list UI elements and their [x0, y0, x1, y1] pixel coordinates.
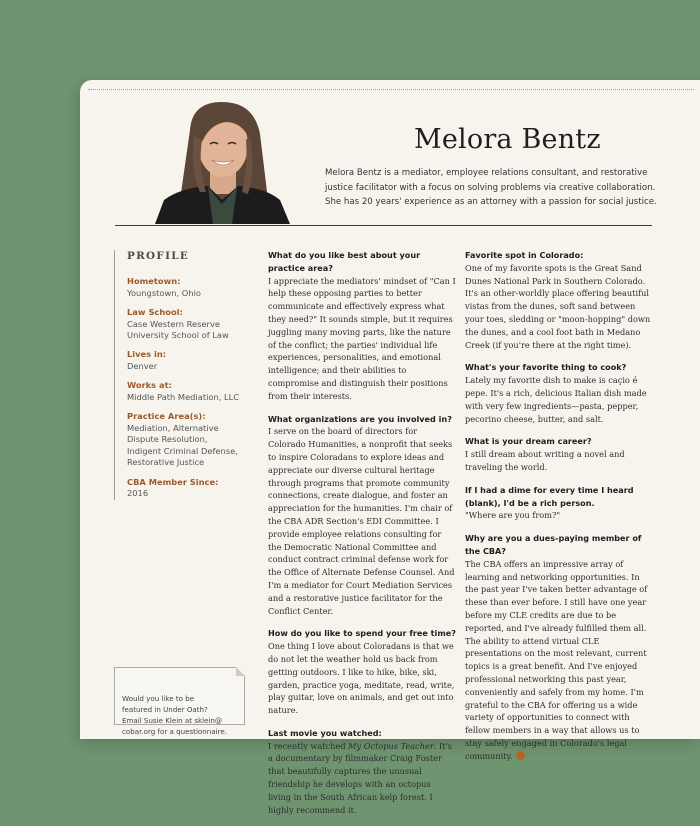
profile-value-law-school: Case Western Reserve University School of Law — [127, 318, 229, 340]
answer-text: The CBA offers an impressive array of learning and networking opportunities. In the past year I've taken better advantage of these than ever before. I still have one year before my CLE credits are due to be reported, and I've already fulfilled them all. The ability to attend virtual CLE presentations on the most relevant, current topics is a great benefit. And I've enjoyed professional networking this past year, conveniently and safely from my home. I'm grateful to the CBA for offering us a wide variety of opportunities to connect with fellow members in a way that allows us to stay safely engaged in Colorado's legal community. — [465, 558, 648, 761]
question: What do you like best about your practice area? — [268, 250, 421, 273]
profile-label-law-school: Law School: — [127, 307, 183, 317]
qa-column-right — [465, 249, 653, 772]
profile-value-practice-areas: Mediation, Alternative Dispute Resolution, Indigent Criminal Defense, Restorative Justice — [127, 423, 238, 468]
profile-value-lives-in: Denver — [127, 361, 158, 371]
question: Favorite spot in Colorado: — [465, 250, 584, 260]
header-divider — [115, 225, 652, 226]
answer-text: I recently watched — [268, 740, 349, 751]
profile-label-practice-areas: Practice Area(s): — [127, 411, 206, 422]
page-fold-corner — [236, 667, 245, 676]
question: How do you like to spend your free time? — [268, 628, 456, 639]
movie-title: My Octopus Teacher — [348, 740, 434, 751]
profile-label-works-at: Works at: — [127, 380, 172, 391]
person-bio: Melora Bentz is a mediator, employee relations consultant, and restorative justice facilitator with a focus on solving problems via creative collaboration. She has 20 years' experience as an attorney with a passion for social justice. — [325, 168, 657, 208]
answer — [465, 558, 653, 763]
person-name: Melora Bentz — [414, 124, 601, 155]
questionnaire-callout — [114, 667, 245, 736]
profile-value-hometown: Youngstown, Ohio — [127, 287, 201, 298]
end-of-article-icon — [516, 751, 525, 760]
question: If I had a dime for every time I heard (blank), I'd be a rich person. — [465, 484, 634, 508]
answer-text: . It's a documentary by filmmaker Craig Foster that beautifully captures the unusual friendship he develops with an octopus living in the South African kelp forest. I highly recommend it. — [268, 740, 452, 815]
question: Why are you a dues-paying member of the CBA? — [465, 533, 642, 556]
question: Last movie you watched: — [268, 727, 382, 738]
profile-value-works-at: Middle Path Mediation, LLC — [127, 392, 240, 402]
profile-heading: PROFILE — [127, 250, 190, 262]
answer: Lately my favorite dish to make is caçio é pepe. It's a rich, delicious Italian dish made with very few ingredients—pasta, pepper, pecorino cheese, butter, and salt. — [465, 375, 647, 424]
profile-label-member-since: CBA Member Since: — [127, 476, 219, 487]
profile-value-member-since: 2016 — [127, 488, 149, 499]
answer: One of my favorite spots is the Great Sand Dunes National Park in Southern Colorado. It's an other-worldly place offering beautiful vistas from the dunes, soft sand between your toes, sledding or "moon-hopping" down the dunes, and a cool foot bath in Medano Creek (if you're there at the right time). — [465, 262, 651, 350]
question: What's your favorite thing to cook? — [465, 362, 627, 373]
callout-text: Would you like to be featured in Under Oath? Email Susie Klein at sklein@ cobar.org for a questionnaire. — [122, 694, 227, 736]
qa-column-left — [268, 249, 456, 826]
answer: I still dream about writing a novel and traveling the world. — [465, 449, 625, 472]
profile-label-lives-in: Lives in: — [127, 349, 167, 360]
portrait-photo — [150, 100, 295, 224]
article-page — [80, 80, 700, 815]
profile-label-hometown: Hometown: — [127, 276, 181, 286]
answer: I serve on the board of directors for Colorado Humanities, a nonprofit that seeks to inspire Coloradans to explore ideas and appreciate our diverse cultural heritage through programs that promote community connections, create dialogue, and foster an appreciation for the humanities. I'm chair of the CBA ADR Section's EDI Committee. I provide employee relations consulting for the Democratic National Committee and conduct contract criminal defense work for the Office of Alternate Defense Counsel. And I'm a mediator for Court Mediation Services and a restorative justice facilitator for the Conflict Center. — [268, 426, 455, 616]
answer — [268, 740, 456, 817]
profile-sidebar — [114, 250, 244, 500]
answer: One thing I love about Coloradans is that we do not let the weather hold us back from getting outdoors. I like to hike, bike, ski, garden, practice yoga, meditate, read, write, play guitar, love on animals, and get out into nature. — [268, 641, 455, 716]
question: What organizations are you involved in? — [268, 413, 452, 424]
question: What is your dream career? — [465, 436, 592, 447]
answer: "Where are you from?" — [465, 510, 561, 521]
top-divider — [88, 89, 694, 90]
answer: I appreciate the mediators' mindset of "Can I help these opposing parties to better communicate and effectively express what they need?" It sounds simple, but it requires juggling many moving parts, like the nature of the conflict; the parties' individual life experiences, personalities, and emotional intelligence; and their abilities to compromise and distinguish their positions from their interests. — [268, 275, 456, 401]
